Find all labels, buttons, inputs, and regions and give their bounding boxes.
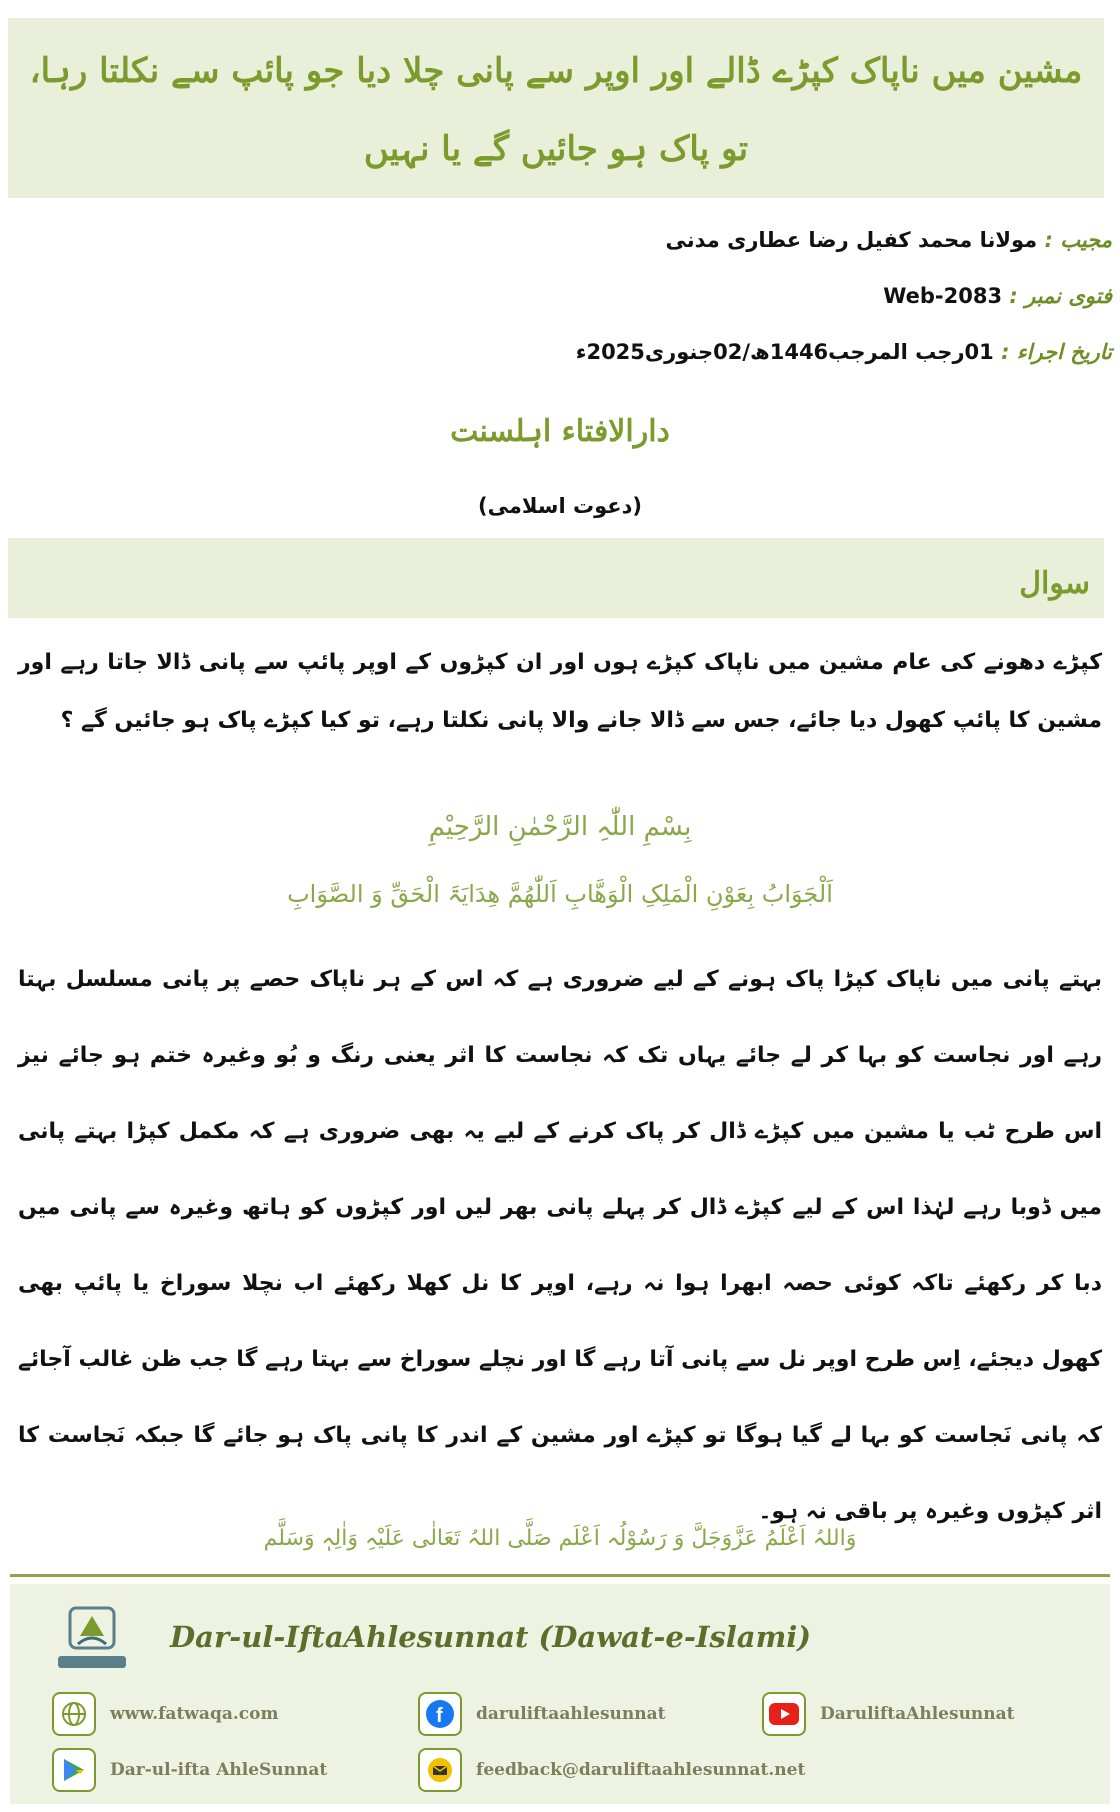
mujeeb-line <box>666 228 1112 252</box>
footer-title: Dar-ul-IftaAhlesunnat (Dawat-e-Islami) <box>170 1620 811 1654</box>
darulifta-logo-icon <box>50 1598 134 1676</box>
answer-text: بہتے پانی میں ناپاک کپڑا پاک ہونے کے لیے ضروری ہے کہ اس کے ہر ناپاک حصے پر پانی مسلسل بہتا رہے اور نجاست کو بہا کر لے جائے یہاں تک کہ نجاست کا اثر یعنی رنگ و بُو وغیرہ ختم ہو جائے نیز اس طرح ٹب یا مشین میں کپڑے ڈال کر پاک کرنے کے لیے یہ بھی ضروری ہے کہ مکمل کپڑا بہتے پانی میں ڈوبا رہے لہٰذا اس کے لیے کپڑے ڈال کر پہلے پانی بھر لیں اور کپڑوں کو ہاتھ وغیرہ سے پانی میں دبا کر رکھئے تاکہ کوئی حصہ ابھرا ہوا نہ رہے، اوپر کا نل کھلا رکھئے اب نچلا سوراخ یا پائپ بھی کھول دیجئے، اِس طرح اوپر نل سے پانی آتا رہے گا اور نچلے سوراخ سے بہتا رہے گا جب ظن غالب آجائے کہ پانی نَجاست کو بہا لے گیا ہوگا تو کپڑے اور مشین کے اندر کا پانی پاک ہو جائے گا جبکہ نَجاست کا اثر کپڑوں وغیرہ پر باقی نہ ہو۔ <box>18 967 1102 1524</box>
youtube-text: DaruliftaAhlesunnat <box>820 1704 1015 1724</box>
mujeeb-value: مولانا محمد کفیل رضا عطاری مدنی <box>665 228 1038 252</box>
answer-block <box>18 942 1102 1550</box>
svg-text:f: f <box>436 1705 443 1727</box>
facebook-icon <box>418 1692 462 1736</box>
question-text: کپڑے دھونے کی عام مشین میں ناپاک کپڑے ہوں اور ان کپڑوں کے اوپر پائپ سے پانی ڈالا جاتا رہے اور مشین کا پائپ کھول دیا جائے، جس سے ڈالا جانے والا پانی نکلتا رہے، تو کیا کپڑے پاک ہو جائیں گے ؟ <box>18 650 1102 733</box>
date-label: تاریخ اجراء : <box>1001 340 1112 364</box>
email-link[interactable] <box>418 1748 805 1792</box>
email-text: feedback@daruliftaahlesunnat.net <box>476 1760 806 1780</box>
divider <box>10 1574 1110 1577</box>
fatwa-number-label: فتوی نمبر : <box>1009 284 1112 308</box>
question-block <box>18 634 1102 750</box>
title-banner <box>8 18 1104 198</box>
date-line <box>576 340 1112 364</box>
date-value: 01رجب المرجب1446ھ/02جنوری2025ء <box>575 340 994 364</box>
website-link[interactable] <box>52 1692 278 1736</box>
facebook-link[interactable] <box>418 1692 665 1736</box>
footer <box>10 1584 1110 1804</box>
sawal-heading: سوال <box>1019 566 1090 601</box>
website-text: www.fatwaqa.com <box>110 1704 279 1724</box>
bismillah: بِسْمِ اللّٰہِ الرَّحْمٰنِ الرَّحِیْمِ <box>428 812 692 842</box>
play-store-icon <box>52 1748 96 1792</box>
closing-dua: وَاللہُ اَعْلَمُ عَزَّوَجَلَّ وَ رَسُوْلُہ اَعْلَم صَلَّی اللہُ تَعَالٰی عَلَیْہِ وَاٰلِہٖ وَسَلَّم <box>263 1526 857 1551</box>
globe-icon <box>52 1692 96 1736</box>
youtube-icon <box>762 1692 806 1736</box>
youtube-link[interactable] <box>762 1692 1015 1736</box>
sawal-heading-bar <box>8 538 1104 618</box>
email-icon <box>418 1748 462 1792</box>
page-title: مشین میں ناپاک کپڑے ڈالے اور اوپر سے پانی چلا دیا جو پائپ سے نکلتا رہا، تو پاک ہو جائیں گے یا نہیں <box>29 51 1083 169</box>
facebook-text: daruliftaahlesunnat <box>476 1704 666 1724</box>
institution-name: دارالافتاء اہلسنت <box>450 414 670 449</box>
fatwa-number-value: Web-2083 <box>883 284 1003 308</box>
mujeeb-label: مجیب : <box>1044 228 1112 252</box>
app-link[interactable] <box>52 1748 327 1792</box>
fatwa-number-line <box>883 284 1112 308</box>
jawab-opening: اَلْجَوَابُ بِعَوْنِ الْمَلِکِ الْوَھَّابِ اَللّٰھُمَّ ھِدَایَۃَ الْحَقِّ وَ الصَّوَابِ <box>287 880 833 908</box>
dawat-islami-label: (دعوت اسلامی) <box>478 494 642 518</box>
app-text: Dar-ul-ifta AhleSunnat <box>110 1760 328 1780</box>
